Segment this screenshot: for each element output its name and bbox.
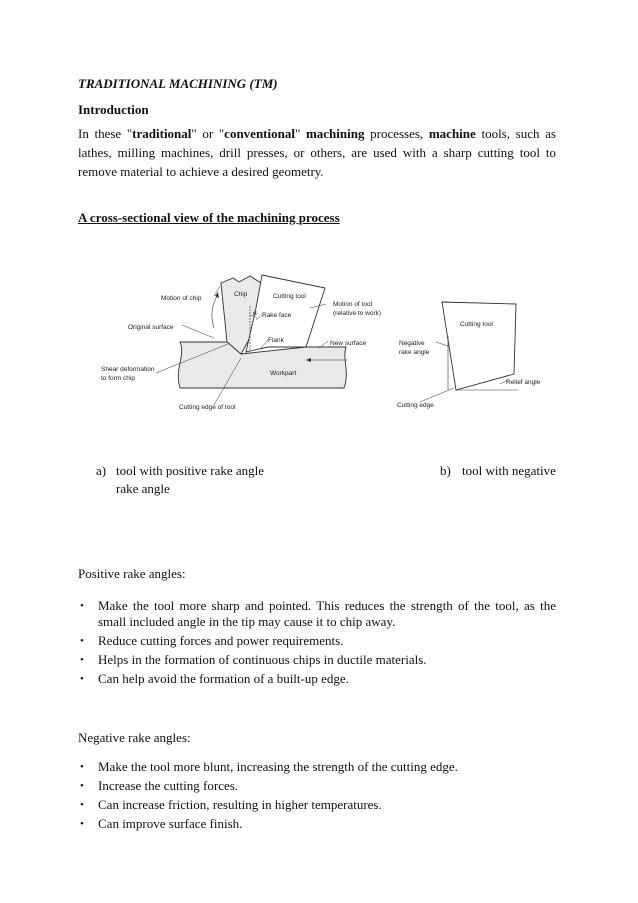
- bullet-icon: •: [80, 600, 84, 612]
- negative-rake-list: [78, 759, 556, 835]
- bullet-icon: •: [80, 635, 84, 647]
- negative-tool-shape: [442, 302, 516, 390]
- negative-rake-label-2: rake angle: [399, 349, 430, 356]
- motion-of-chip-arrow: [212, 296, 217, 328]
- list-item: [78, 816, 556, 832]
- alpha-label: α: [253, 310, 257, 317]
- positive-rake-list: [78, 598, 556, 690]
- list-item-text: Make the tool more sharp and pointed. This reduces the strength of the tool, as the small included angle in the tip may cause it to chip away.: [98, 598, 556, 629]
- list-item-text: Increase the cutting forces.: [98, 778, 239, 793]
- list-item: [78, 652, 556, 668]
- list-item-text: Reduce cutting forces and power requirements.: [98, 633, 344, 648]
- caption-b-number: b): [440, 463, 451, 478]
- shear-deformation-label: Shear deformation: [101, 366, 155, 373]
- intro-bold-term: traditional: [132, 126, 192, 141]
- list-item: [78, 759, 556, 775]
- bullet-icon: •: [80, 780, 84, 792]
- list-item-text: Helps in the formation of continuous chips in ductile materials.: [98, 652, 427, 667]
- motion-of-chip-label: Motion of chip: [161, 295, 202, 302]
- motion-of-tool-label: Motion of tool: [333, 301, 373, 308]
- positive-rake-heading: Positive rake angles:: [78, 566, 186, 581]
- intro-text: processes,: [364, 126, 429, 141]
- caption-b: [440, 462, 556, 480]
- original-surface-label: Original surface: [128, 324, 174, 331]
- list-item: [78, 633, 556, 649]
- intro-bold-term: conventional: [224, 126, 295, 141]
- negative-rake-heading: Negative rake angles:: [78, 730, 191, 745]
- caption-a-number: a): [96, 463, 107, 478]
- motion-of-tool-label-2: (relative to work): [333, 310, 382, 317]
- workpart-shape: [178, 342, 346, 388]
- bullet-icon: •: [80, 761, 84, 773]
- section-heading: A cross-sectional view of the machining process: [78, 210, 340, 225]
- bullet-icon: •: [80, 673, 84, 685]
- intro-text: ": [294, 126, 306, 141]
- flank-label: Flank: [268, 337, 284, 344]
- cutting-edge-label: Cutting edge of tool: [179, 404, 236, 411]
- leader-line: [182, 325, 214, 338]
- cutting-tool-label: Cutting tool: [460, 321, 493, 328]
- rake-face-label: Rake face: [262, 312, 292, 319]
- intro-text: tools, such as lathes, milling machines, drill presses, or others, are used with a sharp cutting tool to remove material to achieve a desired geometry.: [78, 126, 556, 179]
- shear-deformation-label-2: to form chip: [101, 375, 135, 382]
- intro-bold-term: machining: [305, 126, 365, 141]
- leader-line: [436, 342, 448, 346]
- list-item: [78, 797, 556, 813]
- list-item-text: Make the tool more blunt, increasing the strength of the cutting edge.: [98, 759, 458, 774]
- negative-rake-diagram: [390, 296, 560, 414]
- intro-heading: Introduction: [78, 102, 149, 117]
- intro-text: In these ": [78, 126, 133, 141]
- leader-line: [420, 388, 454, 402]
- caption-a-continued: rake angle: [116, 481, 170, 496]
- document-title: TRADITIONAL MACHINING (TM): [78, 76, 278, 91]
- caption-b-text: tool with negative: [462, 463, 556, 478]
- new-surface-label: New surface: [330, 340, 367, 347]
- workpart-label: Workpart: [270, 370, 297, 377]
- bullet-icon: •: [80, 818, 84, 830]
- caption-a-text: tool with positive rake angle: [116, 463, 265, 478]
- list-item-text: Can increase friction, resulting in higher temperatures.: [98, 797, 382, 812]
- cutting-tool-label: Cutting tool: [273, 293, 306, 300]
- bullet-icon: •: [80, 654, 84, 666]
- chip-label: Chip: [234, 291, 248, 298]
- positive-rake-diagram: [96, 268, 386, 418]
- bullet-icon: •: [80, 799, 84, 811]
- intro-paragraph: [78, 124, 556, 181]
- negative-rake-label: Negative: [399, 340, 425, 347]
- list-item: [78, 778, 556, 794]
- list-item-text: Can help avoid the formation of a built-up edge.: [98, 671, 349, 686]
- relief-angle-label: Relief angle: [506, 379, 541, 386]
- list-item: [78, 671, 556, 687]
- cutting-edge-label: Cutting edge: [397, 402, 434, 409]
- list-item: [78, 598, 556, 630]
- list-item-text: Can improve surface finish.: [98, 816, 243, 831]
- intro-bold-term: machine: [428, 126, 476, 141]
- caption-a: [96, 462, 264, 498]
- intro-text: " or ": [191, 126, 225, 141]
